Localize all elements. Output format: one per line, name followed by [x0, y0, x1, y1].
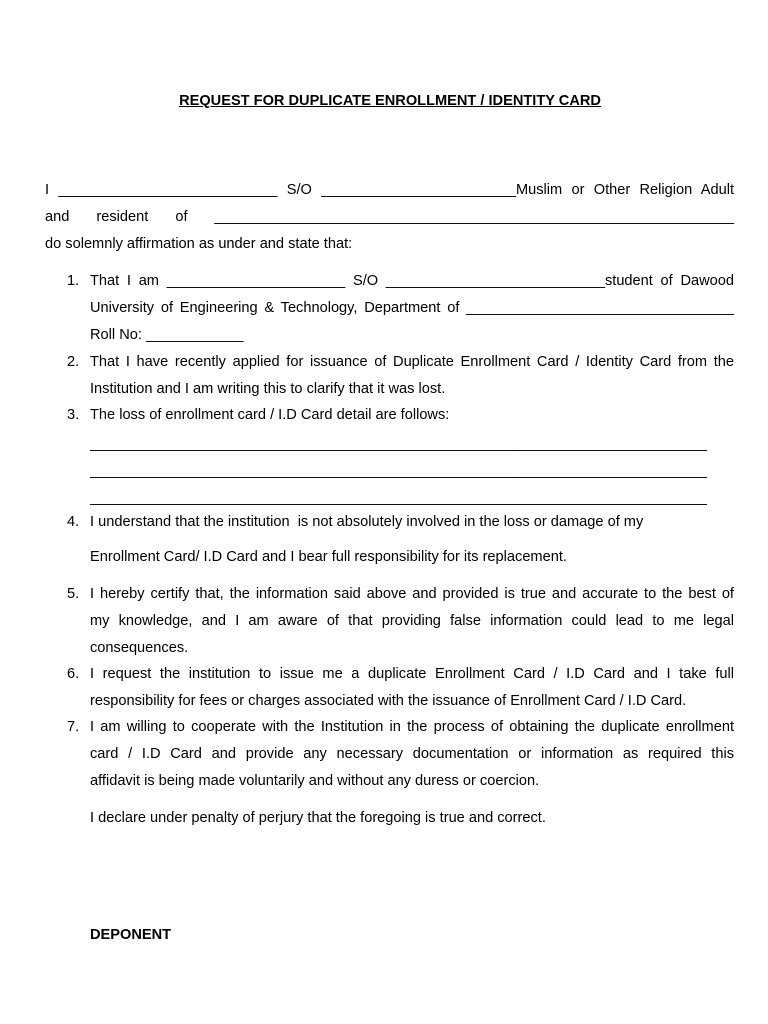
declaration-text: I declare under penalty of perjury that the foregoing is true and correct. [90, 810, 546, 826]
item-1-line-3: Roll No: ____________ [90, 327, 244, 343]
item-4-number: 4. [67, 514, 80, 530]
item-5-line-1: I hereby certify that, the information said above and provided is true and accurate to the best of [90, 586, 734, 602]
item-6-line-2: responsibility for fees or charges associated with the issuance of Enrollment Card / I.D Card. [90, 693, 687, 709]
item-3-number: 3. [67, 407, 80, 423]
item-3-blank-line-1: ____________________________________________________________________________ [90, 436, 707, 452]
item-3-blank-line-2: ____________________________________________________________________________ [90, 463, 707, 479]
item-4-line-1: I understand that the institution is not absolutely involved in the loss or damage of my [90, 514, 644, 530]
item-7-line-3: affidavit is being made voluntarily and without any duress or coercion. [90, 773, 540, 789]
item-1-line-1: That I am ______________________ S/O ___________________________student of Dawood [90, 273, 734, 289]
item-3-line-1: The loss of enrollment card / I.D Card detail are follows: [90, 407, 450, 423]
intro-line-3: do solemnly affirmation as under and state that: [45, 236, 353, 252]
intro-line-1: I ___________________________ S/O ________________________Muslim or Other Religion Adult [45, 182, 734, 198]
item-5-line-2: my knowledge, and I am aware of that providing false information could lead to me legal [90, 613, 734, 629]
item-2-line-2: Institution and I am writing this to clarify that it was lost. [90, 381, 446, 397]
item-1-line-2: University of Engineering & Technology, Department of _________________________________ [90, 300, 734, 316]
item-4-line-2: Enrollment Card/ I.D Card and I bear full responsibility for its replacement. [90, 549, 567, 565]
item-2-line-1: That I have recently applied for issuance of Duplicate Enrollment Card / Identity Card from the [90, 354, 734, 370]
item-5-line-3: consequences. [90, 640, 189, 656]
item-7-line-1: I am willing to cooperate with the Institution in the process of obtaining the duplicate enrollment [90, 719, 734, 735]
item-6-line-1: I request the institution to issue me a duplicate Enrollment Card / I.D Card and I take full [90, 666, 734, 682]
document-title: REQUEST FOR DUPLICATE ENROLLMENT / IDENTITY CARD [179, 93, 601, 109]
item-2-number: 2. [67, 354, 80, 370]
item-5-number: 5. [67, 586, 80, 602]
item-6-number: 6. [67, 666, 80, 682]
deponent-label: DEPONENT [90, 927, 172, 943]
item-7-number: 7. [67, 719, 80, 735]
item-7-line-2: card / I.D Card and provide any necessary documentation or information as required this [90, 746, 734, 762]
intro-line-2: and resident of ________________________________________________________________ [45, 209, 734, 225]
item-1-number: 1. [67, 273, 80, 289]
item-3-blank-line-3: ____________________________________________________________________________ [90, 490, 707, 506]
